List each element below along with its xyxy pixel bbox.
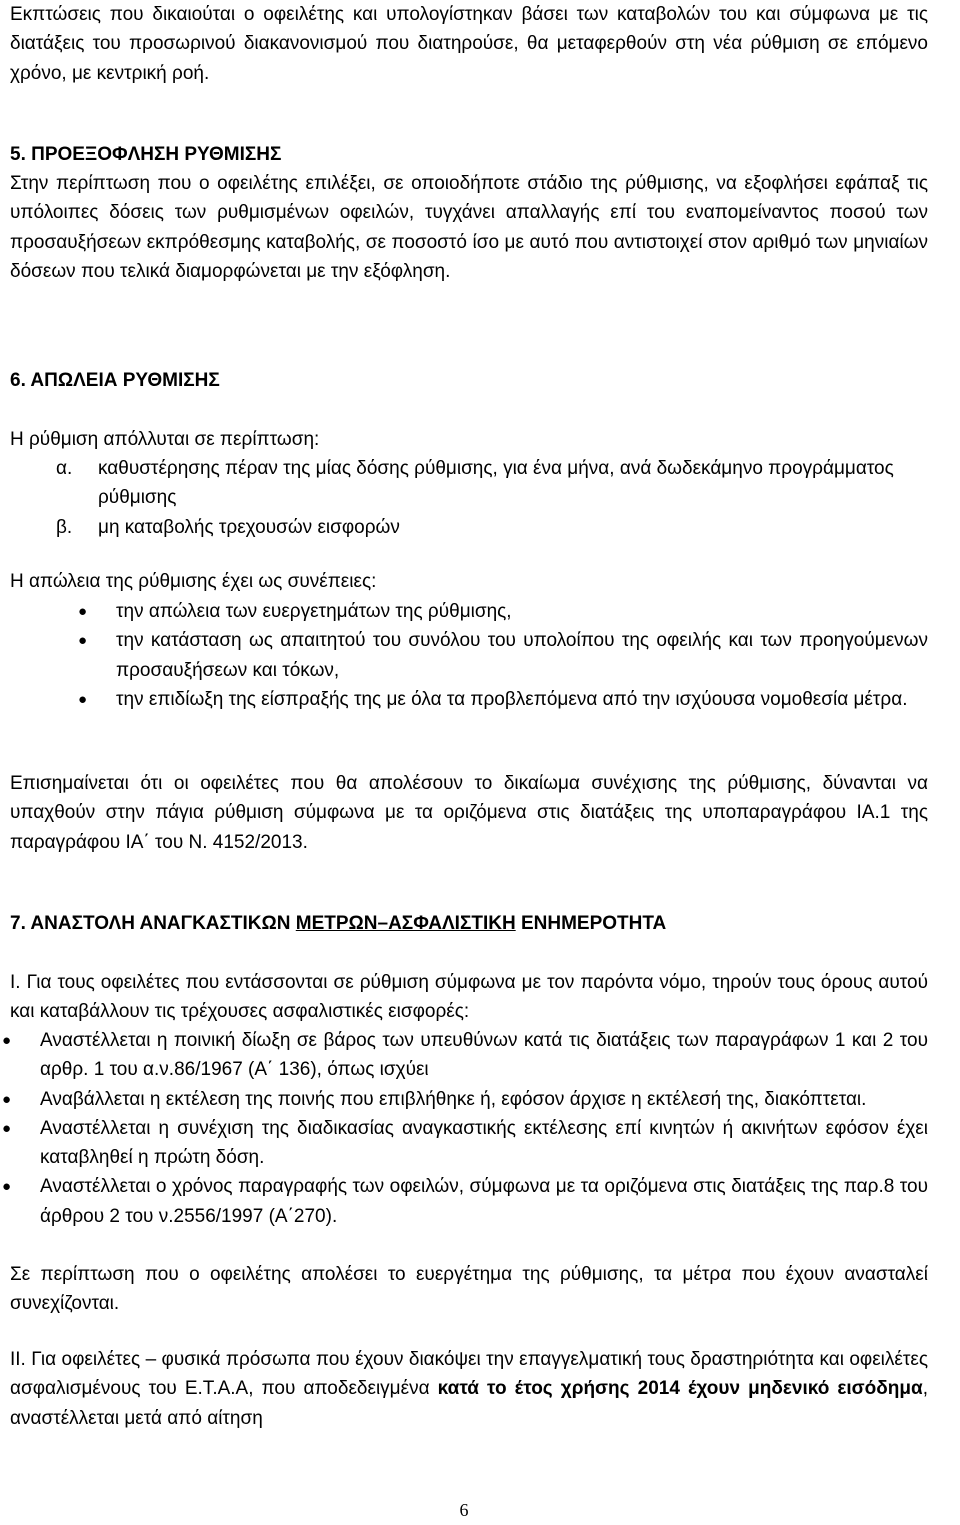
bullet-icon: ●: [78, 632, 88, 650]
list-item-text: την κατάσταση ως απαιτητού του συνόλου του υπολοίπου της οφειλής και των προηγούμενων προσαυξήσεων και τόκων,: [116, 630, 928, 681]
consequences-intro: Η απώλεια της ρύθμισης έχει ως συνέπειες:: [10, 571, 377, 592]
list-item: [56, 454, 906, 513]
suspension-measures-list: [0, 1026, 928, 1231]
section-7-heading: [10, 909, 928, 938]
heading-underlined: ΜΕΤΡΩΝ–ΑΣΦΑΛΙΣΤΙΚΗ: [295, 913, 516, 934]
bullet-icon: ●: [78, 690, 88, 708]
part-1-note: Σε περίπτωση που ο οφειλέτης απολέσει το ευεργέτημα της ρύθμισης, τα μέτρα που έχουν ανασταλεί συνεχίζονται.: [10, 1264, 928, 1315]
list-item: [56, 513, 906, 542]
bullet-icon: ●: [2, 1032, 12, 1049]
list-item-text: Αναστέλλεται η ποινική δίωξη σε βάρος των υπευθύνων κατά τις διατάξεις των παραγράφων 1 και 2 του αρθρ. 1 του α.ν.86/1967 (Α΄ 136), όπως ισχύει: [40, 1030, 928, 1081]
list-item: [78, 626, 928, 685]
intro-paragraph: Εκπτώσεις που δικαιούται ο οφειλέτης και υπολογίστηκαν βάσει των καταβολών του και σύμφωνα με τις διατάξεις του προσωρινού διακανονισμού που διατηρούσε, θα μεταφερθούν στη νέα ρύθμιση σε επόμενο χρόνο, με κεντρική ροή.: [10, 4, 928, 84]
part-1-intro: Ι. Για τους οφειλέτες που εντάσσονται σε ρύθμιση σύμφωνα με τον παρόντα νόμο, τηρούν τους όρους αυτού και καταβάλλουν τις τρέχουσες ασφαλιστικές εισφορές:: [10, 972, 928, 1023]
bullet-icon: ●: [2, 1178, 12, 1196]
section-5-body: Στην περίπτωση που ο οφειλέτης επιλέξει, σε οποιοδήποτε στάδιο της ρύθμισης, να εξοφλήσει εφάπαξ τις υπόλοιπες δόσεις των ρυθμισμένων οφειλών, τυγχάνει απαλλαγής επί του εναπομείναντος ποσού των προσαυξήσεων εκπρόθεσμης καταβολής, σε ποσοστό ίσο με αυτό που αντιστοιχεί στον αριθμό των μηνιαίων δόσεων που τελικά διαμορφώνεται με την εξόφληση.: [10, 173, 928, 282]
section-6-heading: 6. ΑΠΩΛΕΙΑ ΡΥΘΜΙΣΗΣ: [10, 370, 220, 391]
part-2-paragraph: [10, 1345, 928, 1433]
list-marker: α.: [56, 458, 73, 479]
list-item-text: Αναστέλλεται ο χρόνος παραγραφής των οφειλών, σύμφωνα με τα οριζόμενα στις διατάξεις της παρ.8 του άρθρου 2 του ν.2556/1997 (Α΄270).: [40, 1176, 928, 1227]
part-2-bold: κατά το έτος χρήσης 2014 έχουν μηδενικό εισόδημα: [437, 1378, 923, 1400]
list-item: [0, 1085, 928, 1114]
bullet-icon: ●: [2, 1090, 12, 1108]
list-item-text: την απώλεια των ευεργετημάτων της ρύθμισης,: [116, 601, 512, 622]
list-item: [0, 1114, 928, 1173]
part-2-start: ΙΙ. Για οφειλέτες – φυσικά πρόσωπα που έχουν διακόψει την επαγγελματική τους δραστηριότητα και οφειλέτες ασφαλισμένους του Ε.Τ.Α.Α, που αποδεδειγμένα: [10, 1349, 928, 1400]
loss-intro: Η ρύθμιση απόλλυται σε περίπτωση:: [10, 429, 320, 450]
heading-prefix: 7. ΑΝΑΣΤΟΛΗ ΑΝΑΓΚΑΣΤΙΚΩΝ: [10, 913, 296, 934]
list-item-text: Αναστέλλεται η συνέχιση της διαδικασίας αναγκαστικής εκτέλεσης επί κινητών ή ακινήτων εφόσον έχει καταβληθεί η πρώτη δόση.: [40, 1117, 928, 1169]
list-item-text: καθυστέρησης πέραν της μίας δόσης ρύθμισης, για ένα μήνα, ανά δωδεκάμηνο προγράμματος ρύθμισης: [98, 458, 894, 509]
loss-cases-list: [56, 454, 906, 542]
loss-note-paragraph: Επισημαίνεται ότι οι οφειλέτες που θα απολέσουν το δικαίωμα συνέχισης της ρύθμισης, δύνανται να υπαχθούν στην πάγια ρύθμιση σύμφωνα με τα οριζόμενα στις διατάξεις της υποπαραγράφου ΙΑ.1 της παραγράφου ΙΑ΄ του Ν. 4152/2013.: [10, 773, 928, 853]
list-item-text: μη καταβολής τρεχουσών εισφορών: [98, 516, 400, 538]
consequences-list: [78, 597, 928, 714]
list-marker: β.: [56, 516, 73, 538]
part-2-end: , αναστέλλεται μετά από αίτηση: [10, 1378, 929, 1429]
list-item-text: την επιδίωξη της είσπραξής της με όλα τα προβλεπόμενα από την ισχύουσα νομοθεσία μέτρα.: [116, 688, 908, 710]
list-item: [0, 1026, 928, 1085]
bullet-icon: ●: [2, 1119, 12, 1137]
list-item: [78, 597, 928, 626]
section-5-heading: 5. ΠΡΟΕΞΟΦΛΗΣΗ ΡΥΘΜΙΣΗΣ: [10, 144, 282, 165]
list-item: [78, 685, 928, 714]
list-item-text: Αναβάλλεται η εκτέλεση της ποινής που επιβλήθηκε ή, εφόσον άρχισε η εκτέλεσή της, διακόπτεται.: [40, 1088, 867, 1110]
page-number: 6: [459, 1500, 469, 1520]
heading-suffix: ΕΝΗΜΕΡΟΤΗΤΑ: [515, 913, 667, 934]
list-item: [0, 1172, 928, 1231]
bullet-icon: ●: [78, 603, 88, 620]
